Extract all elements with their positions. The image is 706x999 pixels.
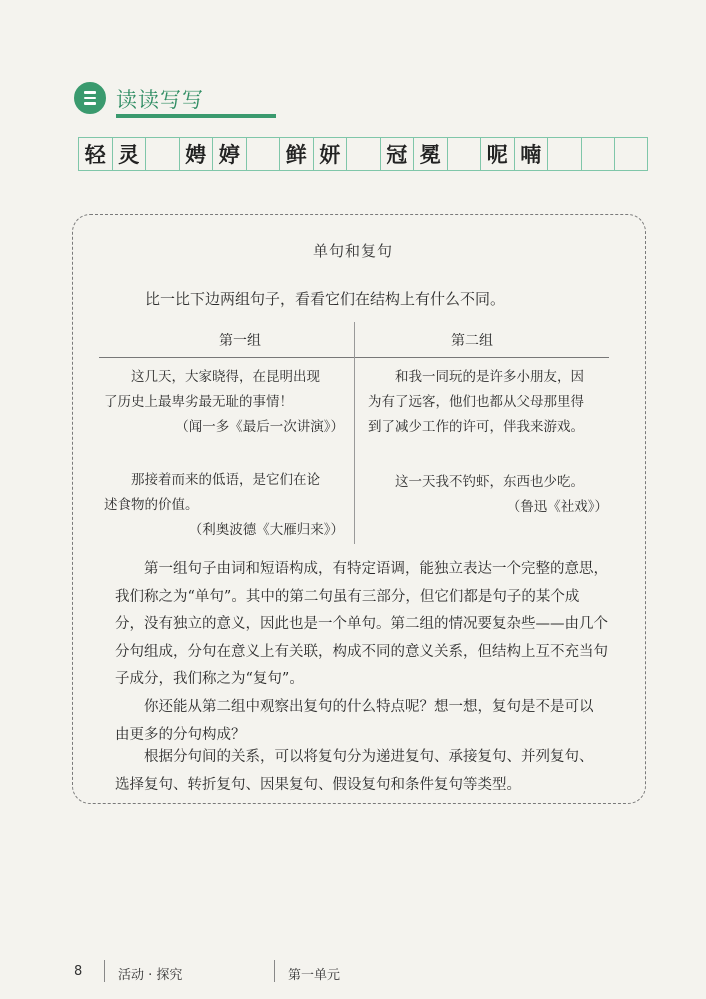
vocab-cell	[347, 138, 381, 170]
column-divider	[354, 322, 355, 544]
footer-divider	[104, 960, 105, 982]
example-line: 为有了远客，他们也都从父母那里得	[368, 394, 584, 410]
paragraph-line: 分，没有独立的意义，因此也是一个单句。第二组的情况要复杂些——由几个	[115, 616, 608, 632]
vocab-cell: 灵	[113, 138, 147, 170]
vocab-cell: 呢	[481, 138, 515, 170]
box-intro: 比一比下边两组句子，看看它们在结构上有什么不同。	[145, 290, 506, 308]
page-number: 8	[74, 964, 83, 979]
vocab-grid	[78, 137, 648, 171]
box-title: 单句和复句	[312, 242, 393, 260]
group1-example2	[104, 468, 344, 543]
example-source: （利奥波德《大雁归来》）	[188, 522, 344, 538]
vocab-cell	[582, 138, 616, 170]
paragraph-line: 第一组句子由词和短语构成，有特定语调，能独立表达一个完整的意思，	[144, 561, 608, 577]
paragraph-line: 根据分句间的关系，可以将复句分为递进复句、承接复句、并列复句、	[144, 749, 594, 765]
vocab-cell	[615, 138, 649, 170]
group2-example1	[368, 365, 613, 440]
vocab-cell	[448, 138, 482, 170]
vocab-cell	[247, 138, 281, 170]
example-line: 和我一同玩的是许多小朋友，因	[395, 369, 584, 385]
example-line: 到了减少工作的许可，伴我来游戏。	[368, 419, 584, 435]
vocab-cell	[548, 138, 582, 170]
vocab-cell: 冠	[381, 138, 415, 170]
footer-divider	[274, 960, 275, 982]
group1-example1	[104, 365, 344, 440]
paragraph-line: 选择复句、转折复句、因果复句、假设复句和条件复句等类型。	[115, 776, 521, 793]
example-line: 那接着而来的低语，是它们在论	[131, 472, 320, 488]
paragraph-line: 子成分，我们称之为“复句”。	[115, 671, 304, 687]
example-source: （闻一多《最后一次讲演》）	[175, 419, 344, 435]
example-line: 这一天我不钓虾，东西也少吃。	[395, 474, 584, 490]
paragraph-line: 分句组成，分句在意义上有关联，构成不同的意义关系，但结构上互不充当句	[115, 643, 608, 660]
vocab-cell: 娉	[180, 138, 214, 170]
vocab-cell: 鲜	[280, 138, 314, 170]
section-title: 读读写写	[116, 88, 204, 112]
vocab-cell: 喃	[515, 138, 549, 170]
example-line: 这几天，大家晓得，在昆明出现	[131, 369, 320, 385]
explanation-paragraph-2	[115, 694, 633, 749]
explanation-paragraph-3	[115, 744, 633, 799]
vocab-cell: 冕	[414, 138, 448, 170]
footer-activity: 活动 · 探究	[118, 968, 183, 983]
group2-example2	[368, 470, 608, 520]
example-source: （鲁迅《社戏》）	[506, 499, 608, 515]
paragraph-line: 由更多的分句构成？	[115, 726, 246, 743]
example-line: 述食物的价值。	[104, 497, 199, 513]
example-line: 了历史上最卑劣最无耻的事情！	[104, 394, 293, 410]
paragraph-line: 你还能从第二组中观察出复句的什么特点呢？想一想，复句是不是可以	[144, 699, 594, 715]
vocab-cell: 轻	[79, 138, 113, 170]
section-number-icon	[74, 82, 106, 114]
explanation-paragraph-1	[115, 556, 633, 694]
footer-unit: 第一单元	[288, 968, 341, 983]
group2-header: 第二组	[451, 333, 493, 349]
group1-header: 第一组	[219, 333, 261, 349]
paragraph-line: 我们称之为“单句”。其中的第二句虽有三部分，但它们都是句子的某个成	[115, 588, 580, 605]
section-header	[74, 80, 224, 120]
section-underline	[116, 114, 276, 118]
vocab-cell	[146, 138, 180, 170]
vocab-cell: 婷	[213, 138, 247, 170]
vocab-cell: 妍	[314, 138, 348, 170]
